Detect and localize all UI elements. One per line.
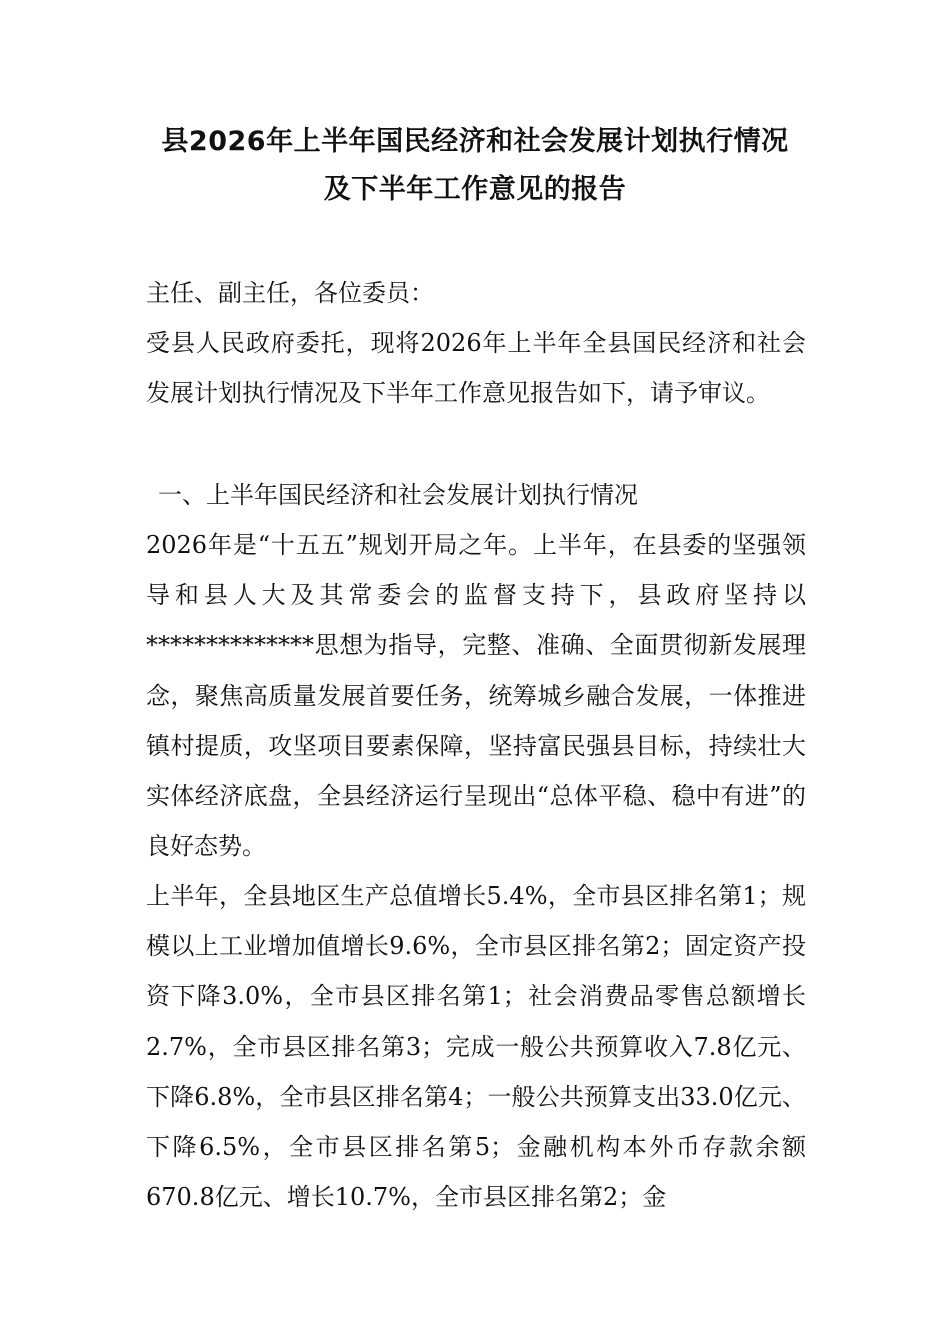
paragraph-overview: 2026年是“十五五”规划开局之年。上半年，在县委的坚强领导和县人大及其常委会的监督支持下，县政府坚持以**************思想为指导，完整、准确、全面贯彻新发展理念，聚焦高质量发展首要任务，统筹城乡融合发展，一体推进镇村提质，攻坚项目要素保障，坚持富民强县目标，持续壮大实体经济底盘，全县经济运行呈现出“总体平稳、稳中有进”的良好态势。: [146, 531, 806, 861]
intro-paragraph: 受县人民政府委托，现将2026年上半年全县国民经济和社会发展计划执行情况及下半年工作意见报告如下，请予审议。: [146, 329, 806, 408]
salutation: 主任、副主任，各位委员：: [146, 279, 434, 307]
section-1-heading: 一、上半年国民经济和社会发展计划执行情况: [158, 481, 638, 509]
report-title-line-2: 及下半年工作意见的报告: [323, 174, 627, 205]
paragraph-indicators: 上半年，全县地区生产总值增长5.4%，全市县区排名第1；规模以上工业增加值增长9.6%，全市县区排名第2；固定资产投资下降3.0%，全市县区排名第1；社会消费品零售总额增长2.7%，全市县区排名第3；完成一般公共预算收入7.8亿元、下降6.8%，全市县区排名第4；一般公共预算支出33.0亿元、下降6.5%，全市县区排名第5；金融机构本外币存款余额670.8亿元、增长10.7%，全市县区排名第2；金: [146, 882, 806, 1212]
report-title-line-1: 县2026年上半年国民经济和社会发展计划执行情况: [161, 126, 789, 157]
